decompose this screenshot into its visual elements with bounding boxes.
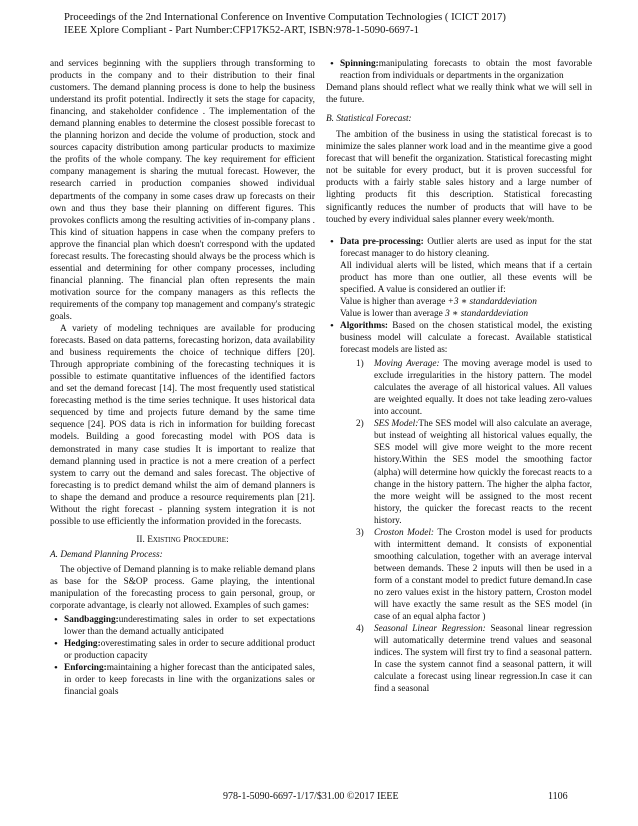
bullet-term: Sandbagging: — [64, 615, 119, 626]
stat-list — [326, 236, 592, 696]
header-conference: Proceedings of the 2nd International Conference on Inventive Computation Technologies ( ICICT 2017) — [64, 12, 506, 23]
paragraph: A variety of modeling techniques are available for producing forecasts. Based on data patterns, forecasting horizon, data availability and business requirements the choice of technique differs [20]. Through appropriate combining of the forecasting techniques it is possible to estimate quantitative influences of the identified factors and set the demand forecast [14]. The most frequently used statistical forecasting method is the time series technique. It uses historical data sequenced by time and projects future demand by the same time sequence [24]. POS data is rich in information for building forecast models. Building a good forecasting model with POS data is demonstrated in many case studies It is important to realize that demand planning used in practice is not a mere creation of a perfect system to carry out the demand and sales forecast. The objective of forecasting is to predict demand whilst the aim of demand planners is to shape the demand and produce a resource requirements plan [21]. Without the right forecast - planning system integration it is not possible to use efficiently the information provided in the forecasts. — [50, 324, 315, 527]
list-item — [326, 320, 592, 695]
model-text: Seasonal linear regression will automatically determine trend values and seasonal indices. The system will first try to find a seasonal pattern. In case the system cannot find a seasonal pattern, it will calculate a forecast using linear regression.In case it can find a seasonal — [374, 624, 593, 695]
model-name: Moving Average: — [374, 359, 440, 370]
model-item: 2) SES Model:The SES model will also calculate an average, but instead of weighting all historical values equally, the SES model will give more weight to the more recent history.Within the SES model the smoothing factor (alpha) will determine how quickly the forecast reacts to a change in the history pattern. The higher the alpha factor, the more weight will be assigned to the most recent history, the quicker the forecast reacts to the recent history. — [356, 419, 592, 526]
subsection-heading: B. Statistical Forecast: — [326, 114, 412, 125]
spinning-list — [326, 58, 592, 82]
outlier-rule-high: Value is higher than average +3 ∗ standarddeviation — [340, 296, 537, 307]
subsection-heading: A. Demand Planning Process: — [50, 549, 163, 560]
paragraph: The ambition of the business in using the statistical forecast is to minimize the sales planner work load and in the meantime give a good forecast that will benefit the organization. Statistical forecasting might not be suitable for every product, but it is proven successful for products with a fairly stable sales history and a large number of lighting products fit this description. Statistical forecasting significantly reduces the number of products that will have to be touched by every individual sales planner every week/month. — [326, 130, 592, 225]
model-item: 4) Seasonal Linear Regression: Seasonal linear regression will automatically determine trend values and seasonal indices. The system will first try to find a seasonal pattern. In case the system cannot find a seasonal pattern, it will calculate a forecast using linear regression.In case it can find a seasonal — [356, 624, 593, 695]
page-number: 1106 — [548, 791, 568, 802]
model-name: SES Model: — [374, 419, 419, 430]
bullet-text: Based on the chosen statistical model, the existing business model will calculate a forecast. Available statistical forecast models are listed as: — [340, 320, 593, 356]
bullet-text: manipulating forecasts to obtain the most favorable reaction from individuals or departments in the organization — [340, 59, 592, 82]
model-item: 3) Croston Model: The Croston model is used for products with intermittent demand. It consists of exponential smoothing calculation, together with an average interval between demands. These 2 inputs will then be used in a form of a constant model to predict future demand.In case no zero values exist in the history pattern, Croston model will have exactly the same result as the SES model (in case of an equal alpha factor ) — [356, 527, 592, 623]
bullet-text: maintaining a higher forecast than the anticipated sales, in order to keep forecasts in line with the organizations sales or financial goals — [64, 663, 315, 698]
bullet-text: Outlier alerts are used as input for the stat forecast manager to do history cleaning. — [340, 236, 592, 259]
spacer — [326, 226, 592, 234]
model-item: 1) Moving Average: The moving average model is used to exclude irregularities in the history pattern. The model calculates the average of all historical values. All values are weighted equally. It does not take leading zero-values into account. — [356, 359, 592, 418]
left-column — [50, 58, 315, 698]
model-name: Croston Model: — [374, 527, 435, 538]
bullet-term: Algorithms: — [340, 320, 389, 331]
model-text: The SES model will also calculate an average, but instead of weighting all historical values equally, the SES model will give more weight to the more recent history.Within the SES model the smoothing factor (alpha) will determine how quickly the forecast reacts to a change in the history pattern. The higher the alpha factor, the more weight will be assigned to the most recent history, the quicker the forecast reacts to the recent history. — [374, 419, 592, 526]
list-item — [50, 614, 315, 638]
outlier-rule-low: Value is lower than average 3 ∗ standarddeviation — [340, 308, 529, 319]
page-header — [64, 11, 584, 38]
formula: 3 ∗ standarddeviation — [445, 308, 529, 319]
list-item — [326, 236, 592, 320]
bullet-text: underestimating sales in order to set expectations lower than the demand actually anticipated — [64, 615, 315, 638]
paragraph: and services beginning with the suppliers through transforming to products in the company and to their distribution to their final customers. The demand planning process is done to help the business understand its profit potential. Indirectly it sets the stage for capacity, financing, and stakeholder confidence . The implementation of the demand planning enables to determine the closest possible forecast to the planning horizon and decide the volume of production, stock and sources capacity distribution among particular products to maximize the profits of the whole company. The key requirement for efficient company management is sharing the mutual forecast. However, the research carried in production companies showed individual departments of the company in some cases draw up forecasts on their own and thus they base their planning on different figures. This provokes conflicts among the resulting activities of in-company plans . This kind of situation happens in case when the company prefers to approve the financial plan which doesn't correspond with the updated forecast results. The forecasting should always be the process which is essential and determining for other company processes, including financial planning. The financial plan often represents the main motivation source for the company managers as this reflects the requirements of the company top management and company's strategic goals. — [50, 59, 315, 322]
model-text: The moving average model is used to exclude irregularities in the history pattern. The model calculates the average of all historical values. All values are weighted equally. It does not take leading zero-values into account. — [374, 359, 592, 418]
header-xplore: IEEE Xplore Compliant - Part Number:CFP17K52-ART, ISBN:978-1-5090-6697-1 — [64, 25, 419, 37]
models-list — [340, 358, 592, 695]
section-title: Existing Procedure: — [147, 534, 229, 545]
games-list — [50, 614, 315, 698]
section-number: II. — [136, 534, 145, 545]
model-text: The Croston model is used for products with intermittent demand. It consists of exponential smoothing calculation, together with an average interval between demands. These 2 inputs will then be used in a form of a constant model to predict future demand.In case no zero values exist in the history pattern, Croston model will have exactly the same result as the SES model (in case of an equal alpha factor ) — [374, 527, 592, 623]
paragraph: The objective of Demand planning is to make reliable demand plans as base for the S&OP process. Game playing, the intentional manipulation of the forecasting process to gain personal, group, or corporate advantage, is clearly not allowed. Examples of such games: — [50, 564, 315, 612]
paragraph: Demand plans should reflect what we really think what we will sell in the future. — [326, 83, 592, 106]
bullet-term: Hedging: — [64, 639, 101, 650]
bullet-text: overestimating sales in order to secure additional product or production capacity — [64, 639, 315, 662]
list-item — [50, 638, 315, 662]
section-heading — [50, 534, 315, 546]
formula: +3 ∗ standarddeviation — [447, 296, 537, 307]
bullet-term: Spinning: — [340, 59, 379, 69]
list-item — [326, 58, 592, 82]
footer-isbn: 978-1-5090-6697-1/17/$31.00 ©2017 IEEE — [223, 791, 399, 802]
bullet-term: Enforcing: — [64, 663, 107, 674]
list-item — [50, 662, 315, 698]
bullet-text: All individual alerts will be listed, which means that if a certain product has more than one outlier, all these events will be specified. A value is considered an outlier if: — [340, 260, 592, 295]
model-name: Seasonal Linear Regression: — [374, 624, 486, 635]
bullet-term: Data pre-processing: — [340, 236, 424, 247]
right-column — [326, 58, 592, 695]
